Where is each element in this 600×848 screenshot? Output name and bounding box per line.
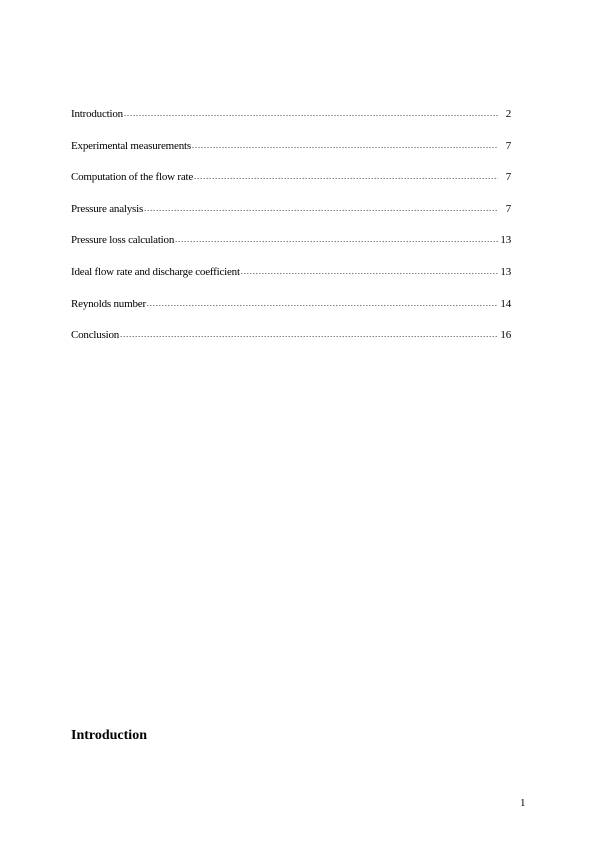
toc-entry-page: 7 — [505, 139, 511, 152]
toc-entry-title: Experimental measurements — [71, 139, 191, 152]
toc-entry-title: Computation of the flow rate — [71, 171, 194, 184]
page-number: 1 — [520, 797, 526, 809]
toc-entry-title: Conclusion — [71, 329, 120, 342]
toc-dot-leader — [147, 297, 498, 309]
toc-entry-page: 13 — [500, 234, 511, 247]
toc-entry-introduction[interactable] — [71, 108, 511, 124]
toc-entry-ideal-flow-rate[interactable] — [71, 266, 511, 282]
toc-dot-leader — [124, 107, 498, 119]
toc-dot-leader — [120, 328, 498, 340]
table-of-contents — [71, 108, 511, 361]
section-heading: Introduction — [71, 728, 147, 743]
toc-dot-leader — [175, 233, 498, 245]
toc-entry-reynolds-number[interactable] — [71, 298, 511, 314]
toc-entry-page: 7 — [505, 171, 511, 184]
toc-entry-pressure-loss-calculation[interactable] — [71, 234, 511, 250]
toc-entry-page: 7 — [505, 202, 511, 215]
toc-entry-conclusion[interactable] — [71, 329, 511, 345]
toc-dot-leader — [241, 265, 498, 277]
toc-entry-experimental-measurements[interactable] — [71, 140, 511, 156]
toc-entry-title: Pressure analysis — [71, 202, 144, 215]
toc-entry-page: 13 — [500, 265, 511, 278]
toc-entry-title: Ideal flow rate and discharge coefficient — [71, 265, 240, 278]
toc-entry-computation-of-the-flow-rate[interactable] — [71, 171, 511, 187]
toc-dot-leader — [194, 170, 498, 182]
toc-entry-pressure-analysis[interactable] — [71, 203, 511, 219]
toc-entry-page: 14 — [500, 297, 511, 310]
toc-entry-title: Reynolds number — [71, 297, 146, 310]
toc-entry-page: 16 — [500, 329, 511, 342]
toc-entry-title: Pressure loss calculation — [71, 234, 175, 247]
toc-dot-leader — [192, 139, 498, 151]
toc-entry-title: Introduction — [71, 108, 123, 120]
toc-dot-leader — [144, 202, 498, 214]
toc-entry-page: 2 — [505, 108, 511, 120]
